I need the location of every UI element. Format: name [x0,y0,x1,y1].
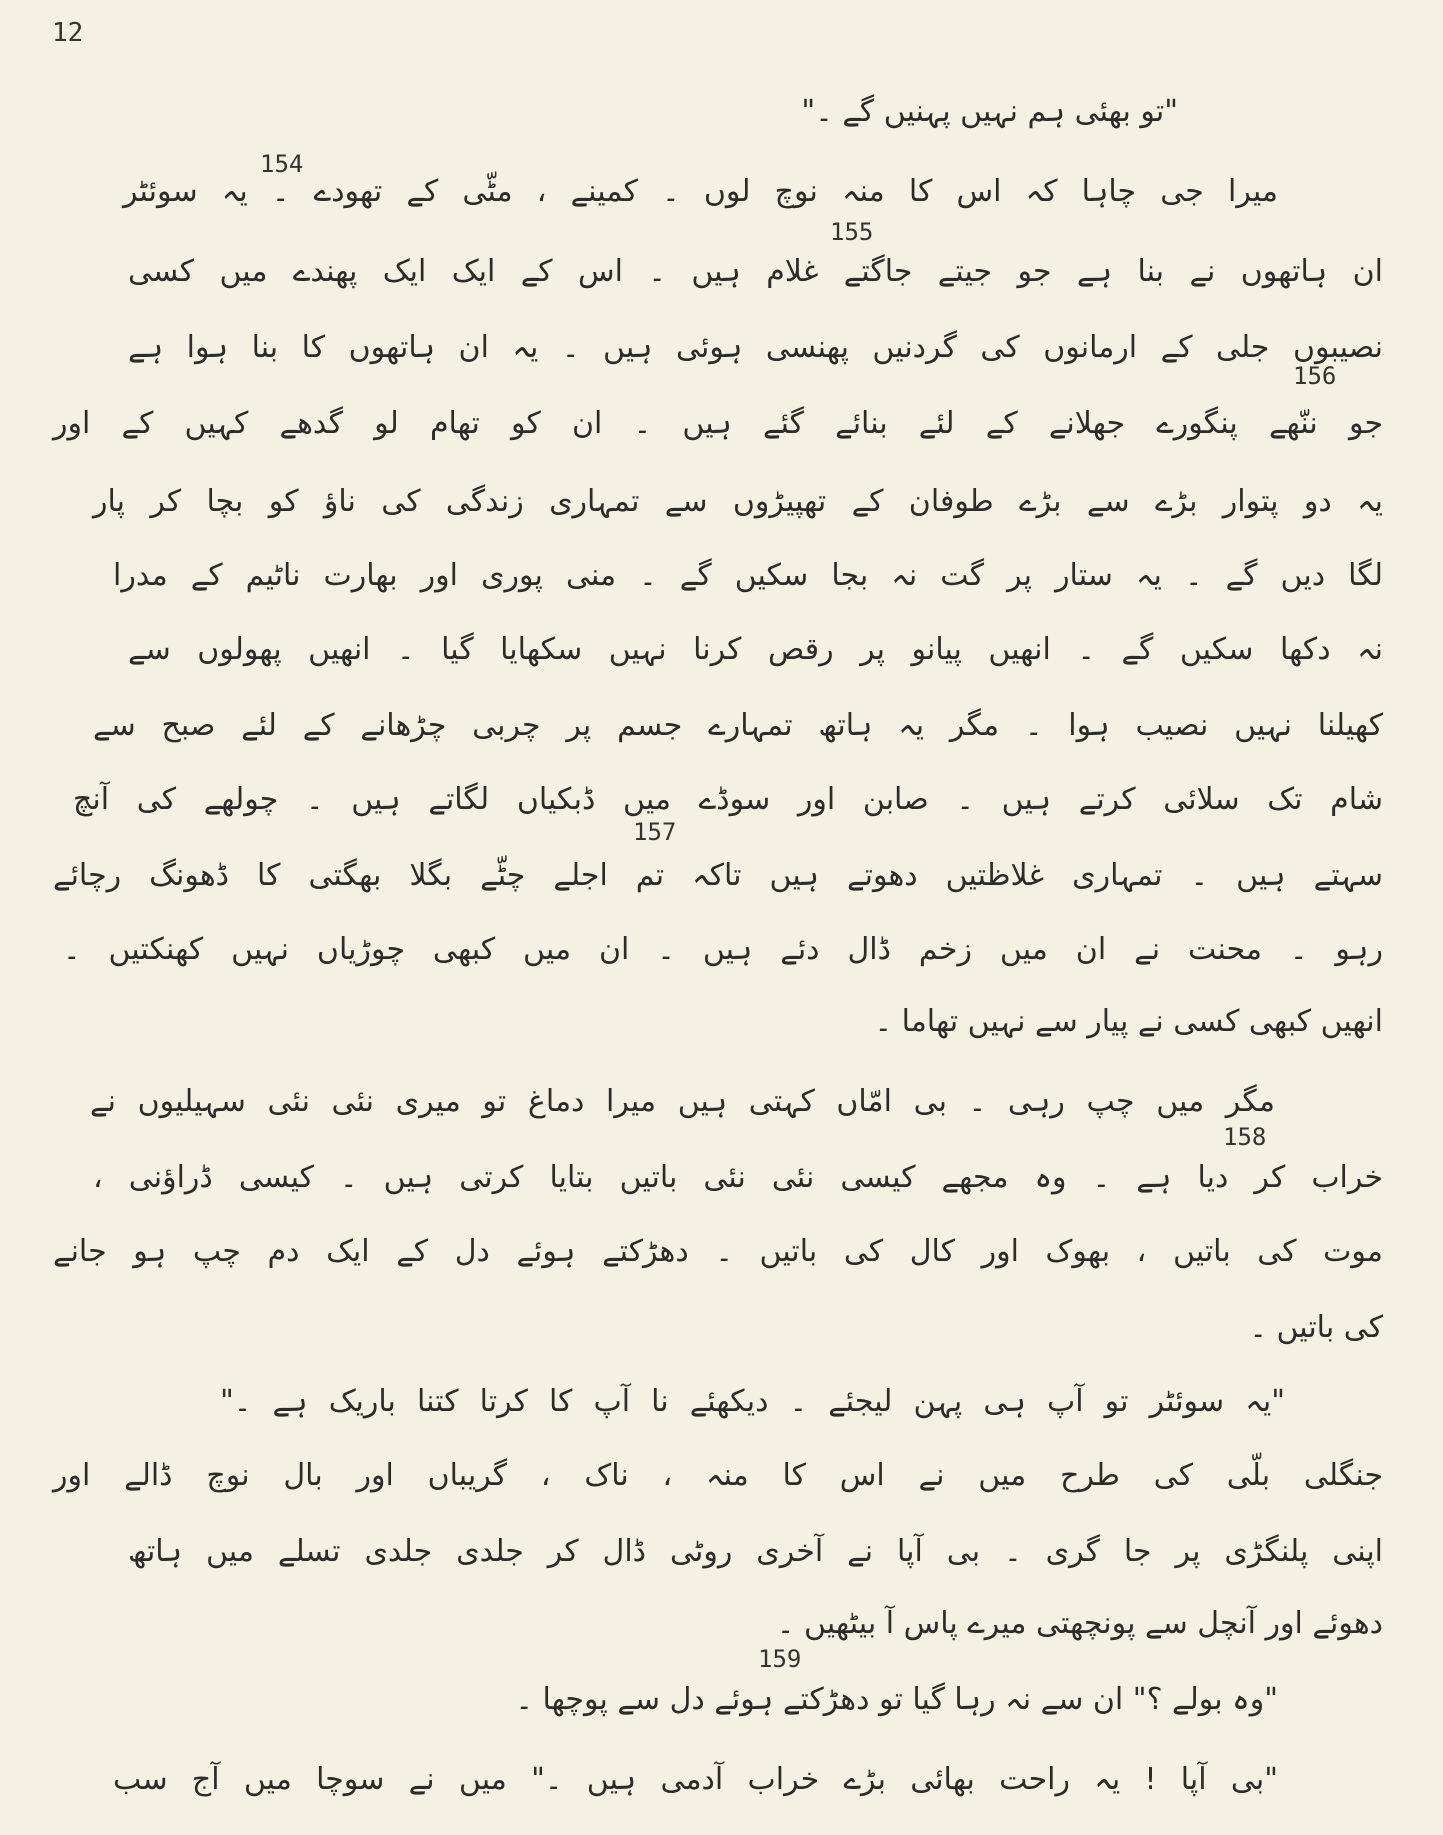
footnote-number: 155 [830,218,874,246]
footnote-number: 154 [260,150,304,178]
footnote-number: 157 [633,818,677,846]
text-line: ان ہاتھوں نے بنا ہے جو جیتے جاگتے غلام ہیں ۔ اس کے ایک ایک پھندے میں کسی [128,254,1383,289]
page-number: 12 [52,18,84,48]
text-line: کھیلنا نہیں نصیب ہوا ۔ مگر یہ ہاتھ تمہارے جسم پر چربی چڑھانے کے لئے صبح سے [93,708,1383,743]
text-line: "وہ بولے ؟" ان سے نہ رہا گیا تو دھڑکتے ہوئے دل سے پوچھا ۔ [515,1682,1278,1717]
text-line: دھوئے اور آنچل سے پونچھتی میرے پاس آ بیٹھیں ۔ [776,1606,1383,1641]
text-line: اپنی پلنگڑی پر جا گری ۔ بی آپا نے آخری روٹی ڈال کر جلدی جلدی تسلے میں ہاتھ [128,1534,1383,1569]
text-line: مگر میں چپ رہی ۔ بی امّاں کہتی ہیں میرا دماغ تو میری نئی نئی سہیلیوں نے [90,1084,1275,1119]
text-line: کی باتیں ۔ [1249,1310,1383,1345]
text-line: نصیبوں جلی کے ارمانوں کی گردنیں پھنسی ہوئی ہیں ۔ یہ ان ہاتھوں کا بنا ہوا ہے [128,330,1383,365]
footnote-number: 159 [758,1645,802,1673]
text-line: جو ننّھے پنگورے جھلانے کے لئے بنائے گئے ہیں ۔ ان کو تھام لو گدھے کہیں کے اور [53,406,1383,441]
footnote-number: 158 [1223,1123,1267,1151]
text-line: "یہ سوئٹر تو آپ ہی پہن لیجئے ۔ دیکھئے نا آپ کا کرتا کتنا باریک ہے ۔" [220,1384,1285,1419]
text-line: انھیں کبھی کسی نے پیار سے نہیں تھاما ۔ [874,1004,1383,1039]
text-line: میرا جی چاہا کہ اس کا منہ نوچ لوں ۔ کمینے ، مٹّی کے تھودے ۔ یہ سوئٹر [123,174,1278,209]
text-line: یہ دو پتوار بڑے سے بڑے طوفان کے تھپیڑوں سے تمہاری زندگی کی ناؤ کو بچا کر پار [93,484,1383,519]
footnote-number: 156 [1293,362,1337,390]
text-line: سہتے ہیں ۔ تمہاری غلاظتیں دھوتے ہیں تاکہ تم اجلے چٹّے بگلا بھگتی کا ڈھونگ رچائے [53,858,1383,893]
text-line: نہ دکھا سکیں گے ۔ انھیں پیانو پر رقص کرنا نہیں سکھایا گیا ۔ انھیں پھولوں سے [128,632,1383,667]
text-line: جنگلی بلّی کی طرح میں نے اس کا منہ ، ناک ، گریباں اور بال نوچ ڈالے اور [53,1458,1383,1493]
text-line: لگا دیں گے ۔ یہ ستار پر گت نہ بجا سکیں گے ۔ منی پوری اور بھارت ناٹیم کے مدرا [113,558,1383,593]
text-line: "بی آپا ! یہ راحت بھائی بڑے خراب آدمی ہیں ۔" میں نے سوچا میں آج سب [113,1762,1278,1797]
text-line: شام تک سلائی کرتے ہیں ۔ صابن اور سوڈے میں ڈبکیاں لگاتے ہیں ۔ چولھے کی آنچ [73,782,1383,817]
text-line: رہو ۔ محنت نے ان میں زخم ڈال دئے ہیں ۔ ان میں کبھی چوڑیاں نہیں کھنکتیں ۔ [63,932,1383,967]
text-line: خراب کر دیا ہے ۔ وہ مجھے کیسی نئی نئی باتیں بتایا کرتی ہیں ۔ کیسی ڈراؤنی ، [93,1160,1383,1195]
text-line: "تو بھئی ہم نہیں پہنیں گے ۔" [801,94,1178,129]
text-line: موت کی باتیں ، بھوک اور کال کی باتیں ۔ دھڑکتے ہوئے دل کے ایک دم چپ ہو جانے [53,1234,1383,1269]
